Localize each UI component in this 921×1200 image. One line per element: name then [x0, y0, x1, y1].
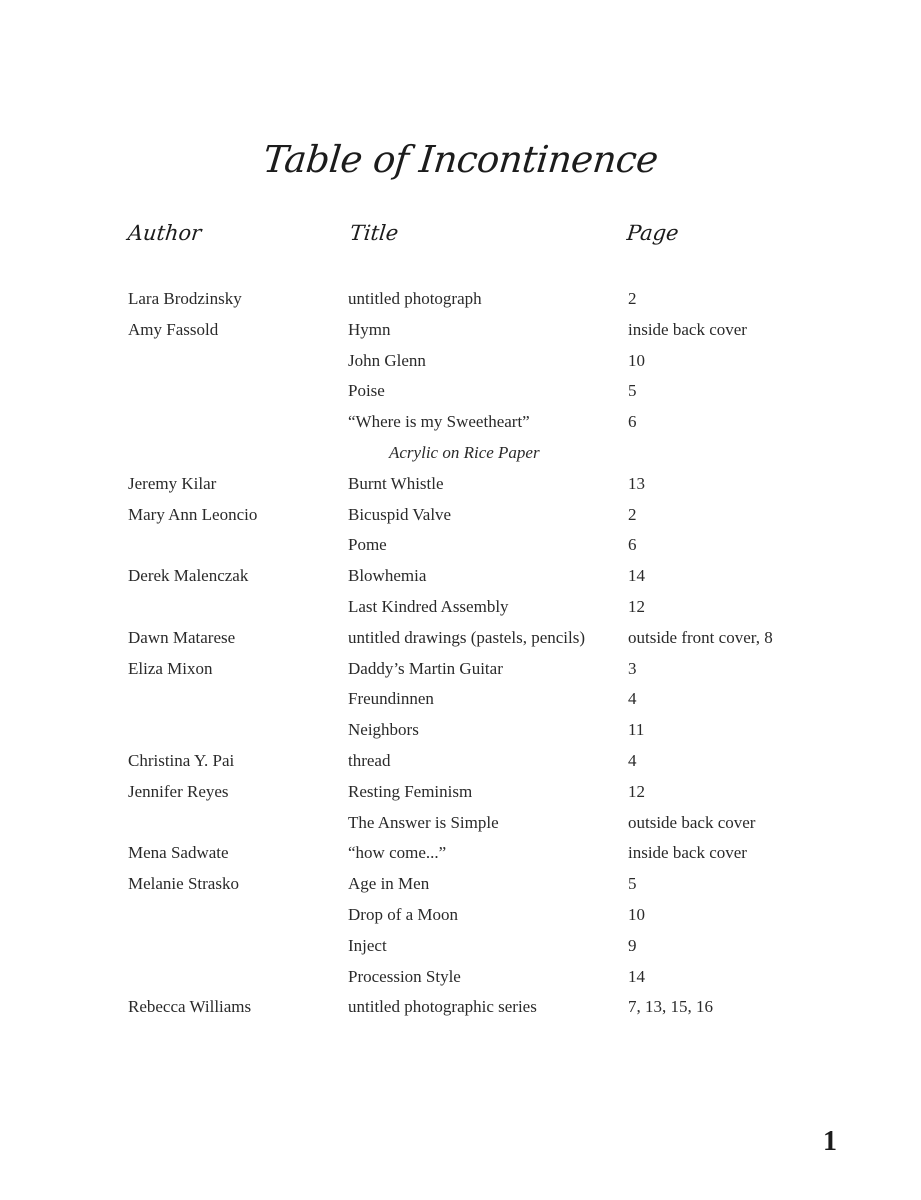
page-cell: 4: [628, 689, 637, 709]
title-cell: Bicuspid Valve: [348, 504, 452, 524]
page-cell: 5: [628, 381, 637, 401]
table-row: [0, 838, 921, 869]
title-cell: Blowhemia: [348, 566, 427, 586]
title-cell: untitled photograph: [348, 289, 482, 308]
page-cell: 9: [628, 935, 637, 955]
title-cell: Last Kindred Assembly: [348, 596, 509, 616]
table-row: [0, 931, 921, 962]
page-cell: 13: [628, 473, 645, 493]
author-cell: Rebecca Williams: [128, 997, 252, 1017]
header-page: Page: [625, 221, 680, 245]
table-row: [0, 684, 921, 715]
title-cell: untitled photographic series: [348, 997, 537, 1017]
page-cell: 7, 13, 15, 16: [628, 997, 713, 1017]
title-cell: untitled drawings (pastels, pencils): [348, 627, 586, 647]
page-cell: outside back cover: [628, 812, 756, 832]
author-cell: Christina Y. Pai: [128, 750, 235, 770]
author-cell: Mary Ann Leoncio: [128, 504, 258, 524]
title-cell: Resting Feminism: [348, 781, 473, 801]
page-cell: 12: [628, 596, 645, 616]
table-row: [0, 900, 921, 931]
table-row: [0, 438, 921, 469]
table-row: [0, 376, 921, 407]
author-cell: Amy Fassold: [128, 319, 219, 339]
table-row: [0, 623, 921, 654]
table-row: [0, 592, 921, 623]
title-cell: John Glenn: [348, 350, 426, 370]
title-cell: The Answer is Simple: [348, 812, 499, 832]
title-cell: Drop of a Moon: [348, 904, 459, 924]
title-cell: Daddy’s Martin Guitar: [348, 658, 503, 678]
table-row: [0, 777, 921, 808]
author-cell: Dawn Matarese: [128, 627, 236, 647]
table-row: [0, 869, 921, 900]
table-row: [0, 715, 921, 746]
table-row: [0, 284, 921, 315]
author-cell: Jennifer Reyes: [128, 781, 229, 801]
title-cell: Inject: [348, 935, 387, 955]
title-cell: Poise: [348, 381, 385, 401]
table-row: [0, 530, 921, 561]
title-cell: Burnt Whistle: [348, 473, 444, 493]
title-cell: thread: [348, 750, 391, 770]
table-row: [0, 746, 921, 777]
title-cell: Neighbors: [348, 720, 419, 740]
page-cell: 10: [628, 350, 645, 370]
author-cell: Jeremy Kilar: [128, 473, 217, 493]
author-cell: Lara Brodzinsky: [128, 289, 242, 308]
page-number: 1: [823, 1126, 837, 1157]
table-row: [0, 315, 921, 346]
author-cell: Mena Sadwate: [128, 843, 229, 863]
title-cell: Hymn: [348, 319, 391, 339]
table-row: [0, 407, 921, 438]
author-cell: Melanie Strasko: [128, 874, 239, 894]
title-cell: “Where is my Sweetheart”: [348, 412, 530, 432]
page-cell: 14: [628, 966, 645, 986]
page-cell: 2: [628, 289, 637, 308]
table-row: [0, 500, 921, 531]
page-cell: 4: [628, 750, 637, 770]
table-row: [0, 992, 921, 1023]
title-cell: Procession Style: [348, 966, 461, 986]
table-row: [0, 962, 921, 993]
title-cell: Freundinnen: [348, 689, 434, 709]
title-cell: Pome: [348, 535, 387, 555]
page-cell: outside front cover, 8: [628, 627, 773, 647]
header-title: Title: [348, 221, 400, 245]
page-title: Table of Incontinence: [261, 138, 660, 181]
title-cell: “how come...”: [348, 843, 447, 863]
page-cell: 2: [628, 504, 637, 524]
page-cell: 3: [628, 658, 637, 678]
table-row: [0, 808, 921, 839]
author-cell: Eliza Mixon: [128, 658, 213, 678]
author-cell: Derek Malenczak: [128, 566, 249, 586]
table-row: [0, 654, 921, 685]
title-cell: Age in Men: [348, 874, 430, 894]
table-row: [0, 469, 921, 500]
page-cell: inside back cover: [628, 843, 747, 863]
subtitle-cell: Acrylic on Rice Paper: [389, 442, 540, 462]
page-cell: inside back cover: [628, 319, 747, 339]
header-author: Author: [126, 221, 203, 245]
page-cell: 14: [628, 566, 645, 586]
table-row: [0, 561, 921, 592]
contents-table: [0, 284, 921, 1023]
page-cell: 6: [628, 412, 637, 432]
page-cell: 11: [628, 720, 645, 740]
page-cell: 12: [628, 781, 645, 801]
page-cell: 5: [628, 874, 637, 894]
page-cell: 10: [628, 904, 645, 924]
table-row: [0, 346, 921, 377]
page-cell: 6: [628, 535, 637, 555]
